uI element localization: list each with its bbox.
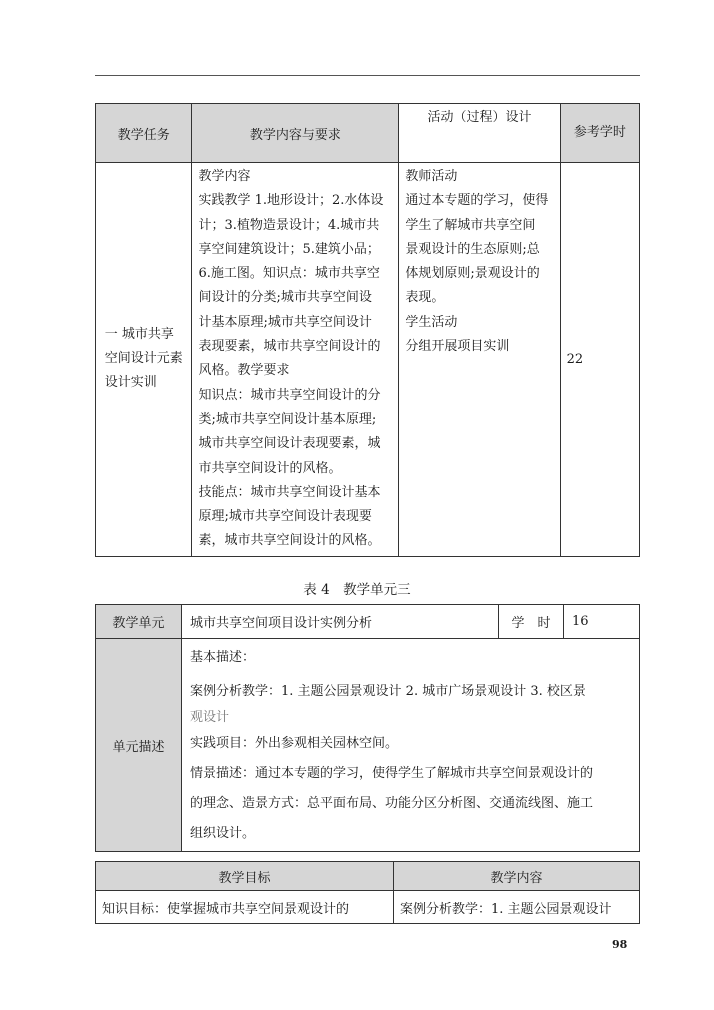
desc-scene-line1: 情景描述：通过本专题的学习，使得学生了解城市共享空间景观设计的	[190, 766, 594, 781]
description-row	[96, 639, 640, 852]
content-line: 实践教学 1.地形设计；2.水体设	[198, 193, 384, 209]
header-content: 教学内容与要求	[192, 104, 399, 163]
task-text: 一 城市共享空间设计元素设计实训	[104, 327, 183, 391]
table-caption: 表 4 教学单元三	[303, 582, 411, 598]
desc-case-text: 案例分析教学：1. 主题公园景观设计 2. 城市广场景观设计 3. 校区景	[190, 684, 586, 699]
desc-practice: 实践项目：外出参观相关园林空间。	[190, 736, 399, 751]
header-rule	[95, 75, 640, 76]
goal-table	[95, 861, 640, 924]
goal-text: 知识目标：使掌握城市共享空间景观设计的	[96, 891, 394, 924]
header-hours: 参考学时	[560, 104, 639, 163]
description-label: 单元描述	[96, 639, 182, 852]
activity-line: 分组开展项目实训	[405, 339, 510, 355]
activity-line: 景观设计的生态原则;总	[405, 241, 540, 257]
desc-basic: 基本描述：	[190, 650, 256, 665]
unit-row	[96, 605, 640, 639]
content-line: 技能点：城市共享空间设计基本	[198, 484, 381, 500]
header-unit-content: 教学内容	[394, 862, 640, 891]
content-line: 市共享空间设计的风格。	[198, 460, 342, 476]
description-body	[182, 639, 640, 852]
content-line: 计基本原理;城市共享空间设计	[198, 314, 372, 330]
content-line: 间设计的分类;城市共享空间设	[198, 290, 372, 306]
header-task: 教学任务	[96, 104, 192, 163]
content-cell	[192, 163, 399, 557]
unit-hours-value: 16	[564, 605, 640, 639]
desc-case-line1	[190, 679, 631, 705]
activity-line: 体规划原则;景观设计的	[405, 266, 540, 282]
activity-line: 通过本专题的学习，使得	[405, 193, 549, 209]
content-line: 计；3.植物造景设计；4.城市共	[198, 217, 380, 233]
teaching-task-table	[95, 103, 640, 557]
hours-label: 学 时	[499, 605, 564, 639]
desc-scene-line3: 组织设计。	[190, 826, 256, 841]
task-name	[96, 163, 192, 557]
content-lines	[198, 165, 392, 554]
content-line: 教学内容	[198, 169, 251, 184]
desc-scene-line2: 的理念、造景方式：总平面布局、功能分区分析图、交通流线图、施工	[190, 796, 594, 811]
activity-line: 教师活动	[405, 169, 458, 184]
content-line: 城市共享空间设计表现要素，城	[198, 436, 381, 452]
page-number: 98	[612, 938, 628, 951]
goal-header-row	[96, 862, 640, 891]
goal-row	[96, 891, 640, 924]
content-line: 表现要素，城市共享空间设计的	[198, 339, 381, 355]
content-line: 6.施工图。知识点：城市共享空	[198, 266, 380, 282]
activity-line: 学生活动	[405, 314, 458, 330]
table-row	[96, 163, 640, 557]
unit-table	[95, 604, 640, 852]
content-line: 风格。教学要求	[198, 363, 290, 379]
content-line: 素，城市共享空间设计的风格。	[198, 533, 381, 549]
unit-label: 教学单元	[96, 605, 182, 639]
activity-line: 表现。	[405, 290, 445, 306]
desc-case-line2: 观设计	[190, 710, 230, 725]
activity-line: 学生了解城市共享空间	[405, 217, 536, 233]
content-line: 类;城市共享空间设计基本原理;	[198, 411, 377, 427]
header-goal: 教学目标	[96, 862, 394, 891]
unit-value: 城市共享空间项目设计实例分析	[182, 605, 499, 639]
content-line: 享空间建筑设计；5.建筑小品；	[198, 241, 380, 257]
table-header-row	[96, 104, 640, 163]
header-activity: 活动（过程）设计	[399, 104, 560, 163]
content-line: 知识点：城市共享空间设计的分	[198, 387, 381, 403]
hours-value: 22	[560, 163, 639, 557]
activity-cell	[399, 163, 560, 557]
activity-lines	[405, 165, 553, 359]
goal-content-text: 案例分析教学：1. 主题公园景观设计	[394, 891, 640, 924]
content-line: 原理;城市共享空间设计表现要	[198, 509, 372, 525]
